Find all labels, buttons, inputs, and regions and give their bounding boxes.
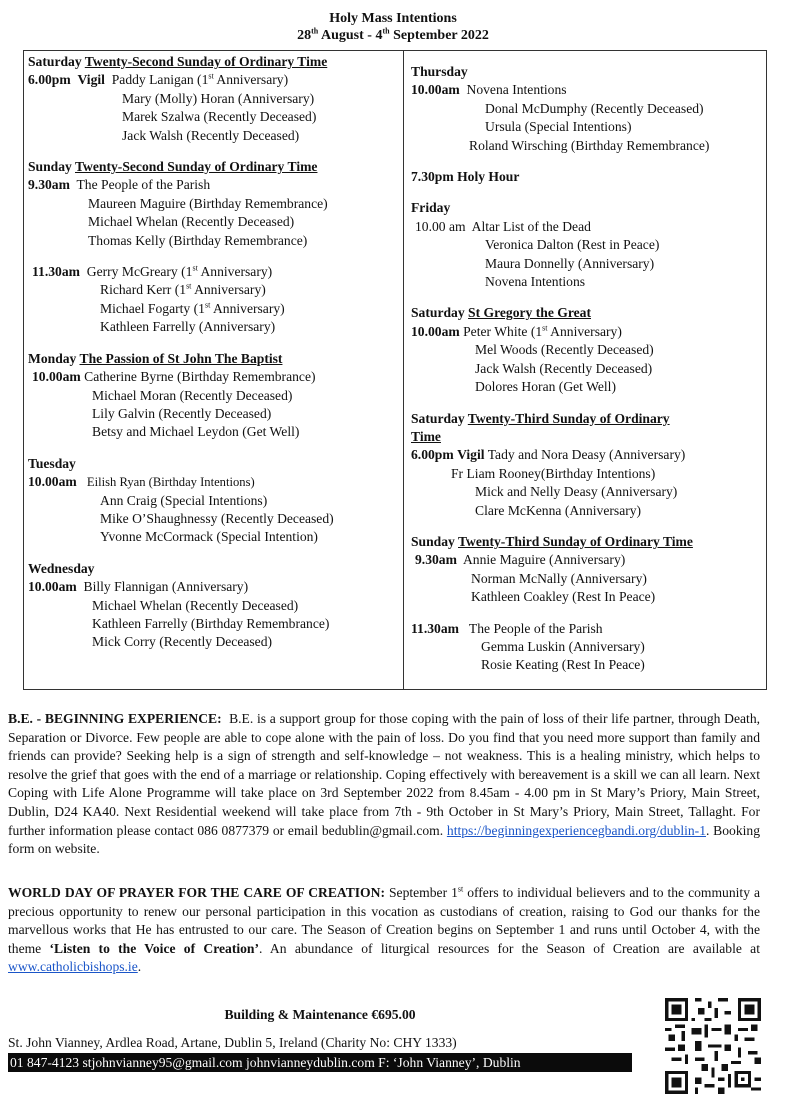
intention: Mike O’Shaughnessy (Recently Deceased) [100,510,334,526]
be-tail: . Booking form on website. [8,822,760,857]
intention: Fr Liam Rooney(Birthday Intentions) [451,465,656,481]
be-heading: B.E. - BEGINNING EXPERIENCE: [8,711,222,726]
intention: Ann Craig (Special Intentions) [100,492,268,508]
date-mid: August - 4 [320,28,383,43]
saturday-gregory-block [411,304,766,396]
intention: Mel Woods (Recently Deceased) [475,342,654,358]
be-body: B.E. is a support group for those coping with the pain of loss of their life partner, through Death, Separation or Divorce. Few people are able to cope alone with the pain of loss. Do you find that you need more support than family and friends can provide? Seeking help is a sign of strength and self-knowledge – not weakness. This is a healing ministry, which helps to resolve the grief that goes with the end of a marriage or relationship. Coping effectively with bereavement is a skill we can all learn. Next Coping with Life Alone Programme will take place on 3rd September 2022 from 8.45am - 4.00 pm in St Mary’s Priory, Main Street, Dublin, D24 KA40. Next Residential weekend will take place from 7th - 9th October in St Mary’s Priory, Main Street, Tallaght. For further information please contact 086 0877379 or email bedublin@gmail.com. [8,711,761,838]
day-heading: Saturday Twenty-Second Sunday of Ordinary Time [28,54,328,69]
beginning-experience-notice [8,710,760,859]
feast-name: St Gregory the Great [468,305,591,321]
date-to-sup: th [382,26,390,36]
date-to: September 2022 [393,28,489,43]
sunday-block [28,158,403,337]
intention: Maureen Maguire (Birthday Remembrance) [88,195,328,211]
intention: Michael Moran (Recently Deceased) [92,387,293,403]
saturday-vigil-block [411,410,766,520]
mass-line: 10.00am Billy Flannigan (Anniversary) [28,579,249,595]
mass-intentions-table [23,50,767,690]
monday-block [28,350,403,442]
day-heading: Thursday [411,64,468,79]
sunday-block [411,533,766,675]
thursday-block [411,63,766,155]
page-header [0,10,786,44]
intention: Clare McKenna (Anniversary) [475,502,642,518]
date-from: 28 [297,28,312,43]
intention: Dolores Horan (Get Well) [475,379,616,395]
day-heading: Wednesday [28,560,95,576]
intention: Kathleen Farrelly (Anniversary) [100,319,276,335]
tuesday-block [28,455,403,547]
date-range [0,27,786,44]
feast-name: The Passion of St John The Baptist [79,350,283,366]
intention: Novena Intentions [485,274,586,290]
wdp-heading: WORLD DAY OF PRAYER FOR THE CARE OF CREATION: [8,885,385,900]
feast-name: Twenty-Second Sunday of Ordinary Time [75,159,318,175]
right-column [404,51,766,689]
page-title: Holy Mass Intentions [329,11,457,26]
intention: Lily Galvin (Recently Deceased) [92,405,272,421]
intention: Mick and Nelly Deasy (Anniversary) [475,484,678,500]
feast-name: Twenty-Second Sunday of Ordinary Time [84,54,328,69]
day-heading: Friday [411,200,451,216]
intention: Michael Fogarty (1st Anniversary) [100,300,285,316]
intention: Roland Wirsching (Birthday Remembrance) [469,137,710,153]
intention: Maura Donnelly (Anniversary) [485,255,655,271]
intention: Michael Whelan (Recently Deceased) [92,597,299,613]
wdp-link[interactable]: www.catholicbishops.ie [8,959,138,975]
day-heading: Sunday Twenty-Second Sunday of Ordinary Time [28,159,318,175]
mass-line: 10.00am Novena Intentions [411,82,567,98]
intention: Mick Corry (Recently Deceased) [92,634,273,650]
building-maintenance: Building & Maintenance €695.00 [224,1007,416,1022]
qr-code-icon[interactable] [665,998,761,1094]
wednesday-block [28,560,403,652]
intention: Jack Walsh (Recently Deceased) [475,360,653,376]
be-link[interactable]: https://beginningexperiencegbandi.org/dublin-1 [446,822,707,838]
mass-line: 10.00am Eilish Ryan (Birthday Intentions) [28,474,255,490]
intention: Richard Kerr (1st Anniversary) [100,281,266,298]
feast-name: Twenty-Third Sunday of Ordinary Time [458,533,693,549]
feast-name: Twenty-Third Sunday of Ordinary [467,410,670,426]
intention: Thomas Kelly (Birthday Remembrance) [88,232,308,248]
mass-line: 10.00am Catherine Byrne (Birthday Remembrance) [32,369,316,385]
intention: Gemma Luskin (Anniversary) [481,638,645,654]
mass-line: 9.30am The People of the Parish [28,177,211,193]
day-heading: Tuesday [28,455,76,471]
intention: Kathleen Coakley (Rest In Peace) [471,589,656,605]
wdp-theme: ‘Listen to the Voice of Creation’ [49,940,260,956]
mass-line: 10.00 am Altar List of the Dead [415,218,591,234]
intention: Kathleen Farrelly (Birthday Remembrance) [92,615,330,631]
intention: Mary (Molly) Horan (Anniversary) [122,90,315,106]
intention: Rosie Keating (Rest In Peace) [481,657,645,673]
intention: Michael Whelan (Recently Deceased) [88,214,295,230]
day-heading-cont: Time [411,428,441,444]
intention: Donal McDumphy (Recently Deceased) [485,100,704,116]
friday-block [411,199,766,291]
mass-line: 6.00pm Vigil Tady and Nora Deasy (Anniversary) [411,447,686,463]
contact-bar: 01 847-4123 stjohnvianney95@gmail.com johnvianneydublin.com F: ‘John Vianney’, Dublin [8,1053,632,1072]
parish-address: St. John Vianney, Ardlea Road, Artane, Dublin 5, Ireland (Charity No: CHY 1333) [8,1035,457,1050]
intention: Yvonne McCormack (Special Intention) [100,529,318,545]
day-heading: Monday The Passion of St John The Baptist [28,350,283,366]
intention: Marek Szalwa (Recently Deceased) [122,109,317,125]
mass-line: 11.30am The People of the Parish [411,620,603,636]
mass-line: 10.00am Peter White (1st Anniversary) [411,323,622,339]
saturday-block [28,53,403,145]
world-day-prayer-notice: WORLD DAY OF PRAYER FOR THE CARE OF CREATION: September 1st offers to individual believers and to the community a precious opportunity to renew our personal participation in this vocation as custodians of creation, raising to God our thanks for the marvellous works that He has entrusted to our care. The Season of Creation begins on September 1 and runs until October 4, with the theme ‘Listen to the Voice of Creation’. An abundance of liturgical resources for the Season of Creation are available at www.catholicbishops.ie. [8,884,760,975]
mass-line: 9.30am Annie Maguire (Anniversary) [415,552,626,568]
intention: Norman McNally (Anniversary) [471,570,647,586]
mass-line: 6.00pm Vigil Paddy Lanigan (1st Anniversary) [28,71,289,88]
intention: Ursula (Special Intentions) [485,119,632,135]
intention: Veronica Dalton (Rest in Peace) [485,237,660,253]
intention: Jack Walsh (Recently Deceased) [122,127,300,143]
day-heading: Sunday Twenty-Third Sunday of Ordinary Time [411,533,693,549]
date-from-sup: th [311,26,319,36]
left-column [24,51,404,689]
intention: Betsy and Michael Leydon (Get Well) [92,424,300,440]
day-heading: Saturday Twenty-Third Sunday of Ordinary [411,410,670,426]
day-heading: Saturday St Gregory the Great [411,305,591,321]
holy-hour: 7.30pm Holy Hour [411,169,520,185]
mass-line: 11.30am Gerry McGreary (1st Anniversary) [32,263,273,280]
